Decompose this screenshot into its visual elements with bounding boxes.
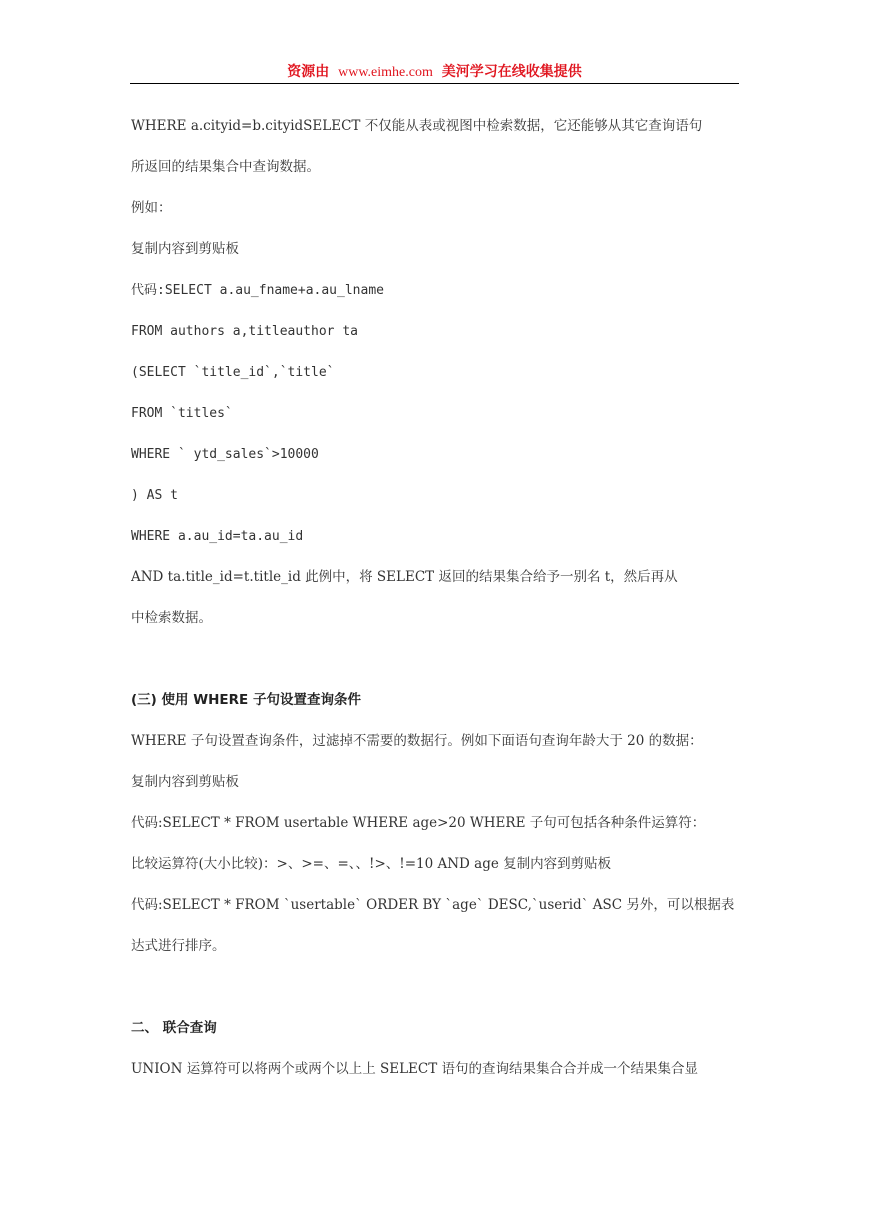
code-line: ) AS t bbox=[131, 488, 178, 503]
code-line: WHERE a.au_id=ta.au_id bbox=[131, 529, 304, 544]
code-line: 代码:SELECT a.au_fname+a.au_lname bbox=[131, 283, 384, 298]
header-prefix: 资源由 bbox=[287, 64, 330, 80]
text-line: 所返回的结果集合中查询数据。 bbox=[131, 159, 320, 175]
text-line: AND ta.title_id=t.title_id 此例中，将 SELECT 返回的结果集合给予一别名 t，然后再从 bbox=[131, 569, 678, 585]
page-header bbox=[130, 60, 739, 84]
code-line: FROM authors a,titleauthor ta bbox=[131, 324, 358, 339]
code-line: 代码:SELECT * FROM `usertable` ORDER BY `age` DESC,`userid` ASC 另外，可以根据表 bbox=[131, 897, 735, 913]
copy-to-clipboard-label: 复制内容到剪贴板 bbox=[131, 774, 239, 790]
code-line: WHERE ` ytd_sales`>10000 bbox=[131, 447, 319, 462]
text-line: UNION 运算符可以将两个或两个以上上 SELECT 语句的查询结果集合合并成一个结果集合显 bbox=[131, 1061, 699, 1077]
header-suffix: 美河学习在线收集提供 bbox=[441, 64, 582, 80]
header-divider bbox=[130, 83, 739, 84]
header-url[interactable]: www.eimhe.com bbox=[338, 65, 433, 80]
spacer bbox=[131, 967, 741, 1008]
section-heading-union: 二、 联合查询 bbox=[131, 1020, 217, 1036]
text-line: WHERE a.cityid=b.cityidSELECT 不仅能从表或视图中检索数据，它还能够从其它查询语句 bbox=[131, 118, 703, 134]
code-line: FROM `titles` bbox=[131, 406, 233, 421]
text-line: 比较运算符(大小比较)：>、>=、=、、!>、!=10 AND age 复制内容到剪贴板 bbox=[131, 856, 612, 872]
text-line: 中检索数据。 bbox=[131, 610, 212, 626]
text-line: WHERE 子句设置查询条件，过滤掉不需要的数据行。例如下面语句查询年龄大于 20 的数据： bbox=[131, 733, 703, 749]
text-line: 达式进行排序。 bbox=[131, 938, 226, 954]
section-heading-where: (三) 使用 WHERE 子句设置查询条件 bbox=[131, 692, 361, 708]
text-line: 例如： bbox=[131, 200, 172, 216]
copy-to-clipboard-label: 复制内容到剪贴板 bbox=[131, 241, 239, 257]
code-line: (SELECT `title_id`,`title` bbox=[131, 365, 335, 380]
spacer bbox=[131, 639, 741, 680]
code-line: 代码:SELECT * FROM usertable WHERE age>20 WHERE 子句可包括各种条件运算符： bbox=[131, 815, 706, 831]
document-body bbox=[131, 106, 741, 1090]
